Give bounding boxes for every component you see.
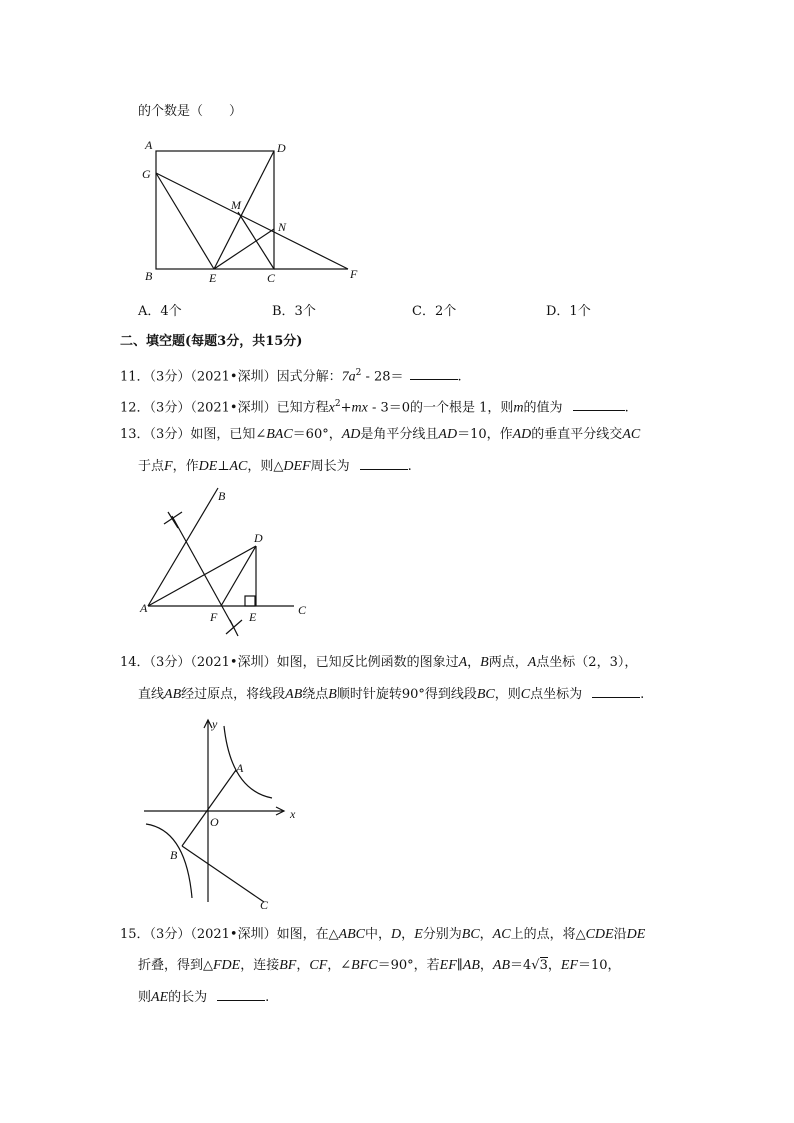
answer-blank[interactable]: [217, 988, 265, 1001]
label-A: A: [140, 601, 148, 615]
label-C: C: [260, 898, 269, 912]
q15-line3: 则AE的长为 .: [138, 990, 270, 1005]
label-B: B: [218, 489, 226, 503]
q15-line2: 折叠，得到△FDE，连接BF，CF，∠BFC＝90°，若EF∥AB，AB＝4√3，EF＝10，: [138, 958, 621, 973]
q10-choice-d[interactable]: D．1个: [546, 304, 591, 319]
label-A: A: [236, 761, 244, 775]
q13-figure: [138, 484, 328, 644]
q13-line1: 13．（3分）如图，已知∠BAC＝60°，AD是角平分线且AD＝10，作AD的垂直平分线交AC: [120, 427, 641, 442]
q13-line2: 于点F，作DE⊥AC，则△DEF周长为 .: [138, 459, 412, 474]
label-C: C: [298, 603, 307, 617]
label-F: F: [350, 267, 358, 281]
label-B: B: [145, 269, 153, 283]
label-y: y: [212, 717, 218, 731]
q14-figure: [138, 712, 313, 912]
label-B: B: [170, 848, 178, 862]
label-D: D: [254, 531, 263, 545]
label-G: G: [142, 167, 151, 181]
label-N: N: [278, 220, 287, 234]
answer-blank[interactable]: [410, 367, 458, 380]
section-heading: 二、填空题(每题3分，共15分): [120, 334, 303, 349]
q10-stem-tail: 的个数是（ ）: [138, 104, 243, 119]
answer-blank[interactable]: [573, 398, 625, 411]
label-M: M: [231, 198, 241, 212]
q12: 12．（3分）（2021•深圳）已知方程$x^2+mx - 3=0$的一个根是 1，则m的值为 .: [120, 399, 629, 416]
label-C: C: [267, 271, 276, 285]
q10-choice-b[interactable]: B．3个: [272, 304, 316, 319]
q10-choice-a[interactable]: A．4个: [138, 304, 182, 319]
label-O: O: [210, 815, 219, 829]
q11: 11．（3分）（2021•深圳）因式分解：$7a^2 - 28=$ .: [120, 368, 462, 385]
label-E: E: [209, 271, 217, 285]
label-A: A: [145, 138, 153, 152]
label-F: F: [210, 610, 218, 624]
q10-figure: [138, 136, 378, 286]
label-D: D: [277, 141, 286, 155]
sqrt-sign: √: [531, 958, 540, 973]
answer-blank[interactable]: [360, 457, 408, 470]
label-x: x: [290, 807, 296, 821]
q15-line1: 15．（3分）（2021•深圳）如图，在△ABC中，D，E分别为BC，AC上的点，将△CDE沿DE: [120, 927, 646, 942]
label-E: E: [249, 610, 257, 624]
q10-choice-c[interactable]: C．2个: [412, 304, 457, 319]
answer-blank[interactable]: [592, 685, 640, 698]
q14-line2: 直线AB经过原点，将线段AB绕点B顺时针旋转90°得到线段BC，则C点坐标为 .: [138, 687, 645, 702]
q14-line1: 14．（3分）（2021•深圳）如图，已知反比例函数的图象过A，B两点，A点坐标（2，3），: [120, 655, 638, 670]
